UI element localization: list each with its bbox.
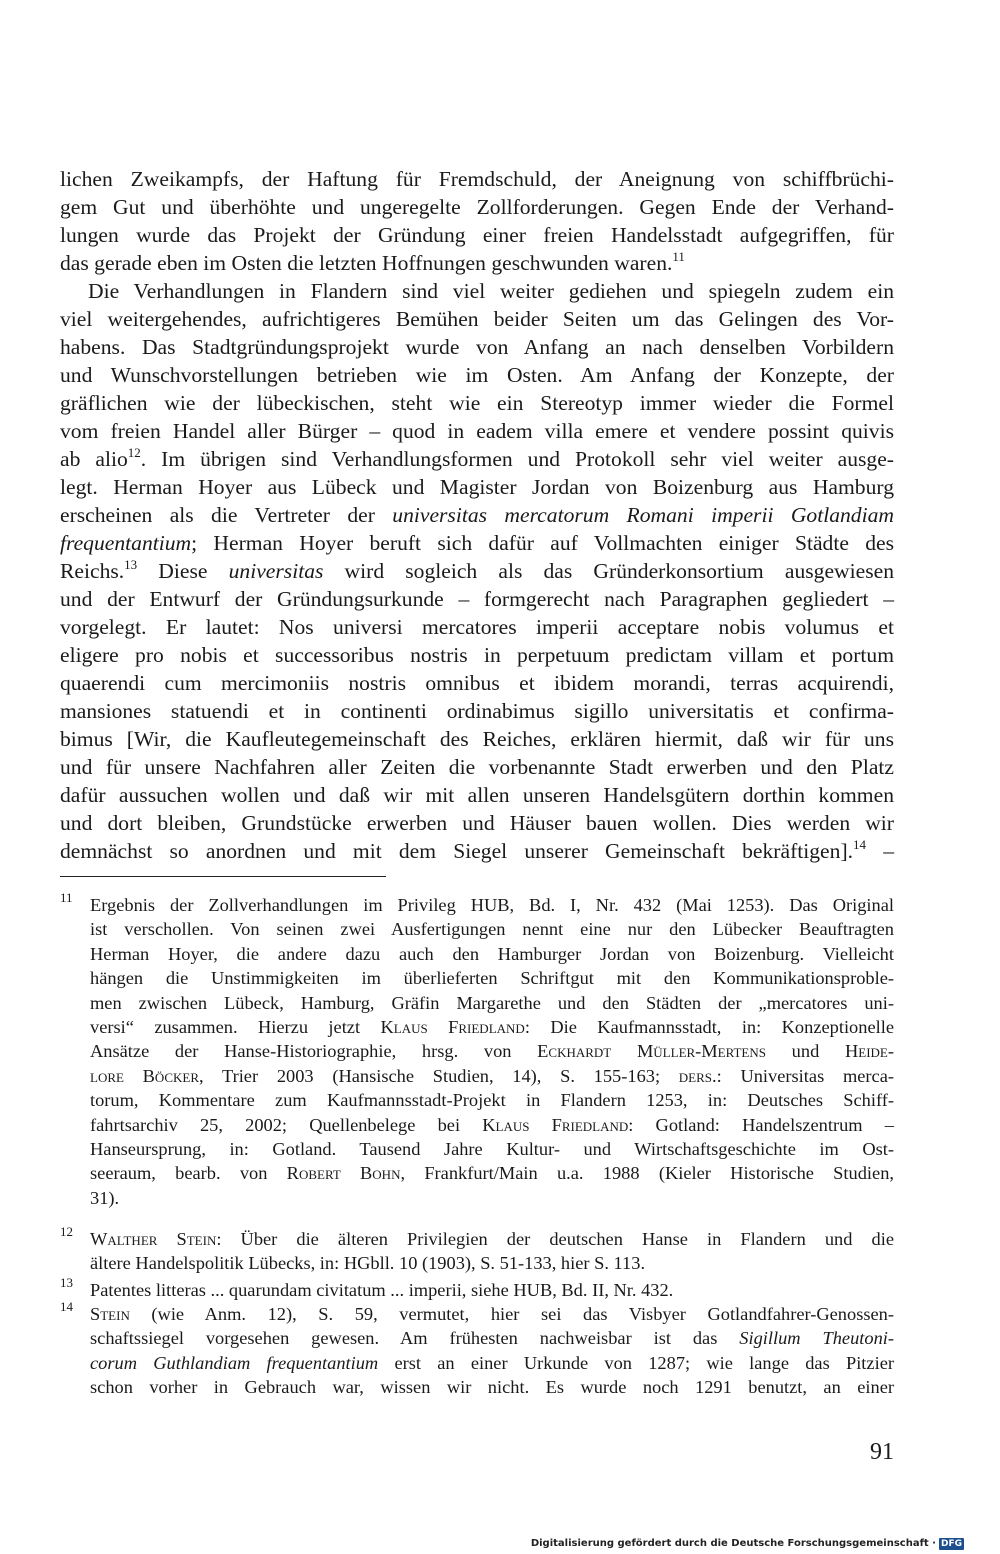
- text-segment: ab alio: [60, 447, 128, 471]
- text-segment: das gerade eben im Osten die letzten Hoffnungen geschwunden waren.: [60, 251, 673, 275]
- footnote-line: [90, 1351, 894, 1375]
- text-segment: und der Entwurf der Gründungsurkunde – formgerecht nach Paragraphen gegliedert –: [60, 587, 894, 611]
- body-line: [60, 249, 894, 277]
- body-line: [60, 333, 894, 361]
- body-line: [60, 613, 894, 641]
- text-segment: : Die Kaufmannsstadt, in: Konzeptionelle: [524, 1017, 894, 1037]
- text-segment: : Universitas merca-: [716, 1065, 894, 1086]
- text-segment: erst an einer Urkunde von 1287; wie lange das Pitzier: [378, 1352, 894, 1373]
- text-segment: gem Gut und überhöhte und ungeregelte Zollforderungen. Gegen Ende der Verhand-: [60, 195, 894, 219]
- text-segment: Heide-: [844, 1041, 894, 1062]
- text-segment: und dort bleiben, Grundstücke erwerben und Häuser bauen wollen. Dies werden wir: [60, 811, 894, 835]
- text-segment: : Über die älteren Privilegien der deutschen Hanse in Flandern und die: [216, 1229, 894, 1249]
- body-line: [88, 277, 894, 305]
- body-line: [60, 221, 894, 249]
- text-segment: eligere pro nobis et successoribus nostris in perpetuum predictam villam et portum: [60, 643, 894, 667]
- text-segment: Stein: [90, 1304, 130, 1324]
- text-segment: frequentantium: [60, 531, 192, 555]
- footnote-line: [90, 1186, 894, 1210]
- text-segment: wird sogleich als das Gründerkonsortium ausgewiesen: [323, 559, 894, 583]
- footnote-line: [90, 1278, 894, 1302]
- text-segment: vorgelegt. Er lautet: Nos universi mercatores imperii acceptare nobis volumus et: [60, 615, 894, 639]
- text-segment: Eckhardt Müller-Mertens: [537, 1041, 766, 1062]
- dfg-logo: DFG: [940, 1539, 962, 1549]
- footnote-number: 12: [60, 1224, 73, 1239]
- text-segment: Robert Bohn: [286, 1163, 401, 1184]
- text-segment: gräflichen wie der lübeckischen, steht wie ein Stereotyp immer wieder die Formel: [60, 391, 894, 415]
- footnote-line: [90, 991, 894, 1015]
- text-segment: Walther Stein: [90, 1229, 217, 1249]
- footnote-line: [90, 1302, 894, 1326]
- credit-text: Digitalisierung gefördert durch die Deutsche Forschungsgemeinschaft ·: [530, 1538, 936, 1549]
- footnote-ref: 14: [853, 837, 867, 852]
- footnote-line: [90, 1161, 894, 1185]
- footnote-number: 14: [60, 1299, 73, 1314]
- text-segment: Hanseursprung, in: Gotland. Tausend Jahre Kultur- und Wirtschaftsgeschichte im Ost-: [90, 1139, 894, 1159]
- body-line: [60, 725, 894, 753]
- footnote-ref: 12: [127, 445, 141, 460]
- text-segment: erscheinen als die Vertreter der: [60, 503, 393, 527]
- body-line: [60, 557, 894, 585]
- text-segment: Klaus Friedland: [380, 1017, 525, 1037]
- text-segment: universitas: [228, 559, 324, 583]
- text-segment: Die Verhandlungen in Flandern sind viel weiter gediehen und spiegeln zudem ein: [88, 279, 894, 303]
- text-segment: ältere Handelspolitik Lübecks, in: HGbll. 10 (1903), S. 51-133, hier S. 113.: [90, 1253, 646, 1274]
- footnote-line: [90, 917, 894, 941]
- text-segment: hängen die Unstimmigkeiten im überlieferten Schriftgut mit den Kommunikationsproble-: [90, 968, 894, 989]
- text-segment: vom freien Handel aller Bürger – quod in eadem villa emere et vendere possint quivis: [60, 419, 894, 443]
- text-segment: –: [866, 839, 895, 863]
- text-segment: : Gotland: Handelszentrum –: [628, 1114, 894, 1135]
- text-segment: legt. Herman Hoyer aus Lübeck und Magister Jordan von Boizenburg aus Hamburg: [60, 475, 894, 499]
- footnote-line: [90, 1064, 894, 1088]
- footnote-ref: 11: [672, 249, 685, 264]
- text-segment: schaftssiegel vorgesehen gewesen. Am frühesten nachweisbar ist das: [90, 1328, 740, 1349]
- body-line: [60, 193, 894, 221]
- body-line: [60, 473, 894, 501]
- footnote-line: [90, 966, 894, 990]
- body-line: [60, 165, 894, 193]
- text-segment: torum, Kommentare zum Kaufmannsstadt-Projekt in Flandern 1253, in: Deutsches Schiff-: [90, 1090, 894, 1111]
- text-segment: bimus [Wir, die Kaufleutegemeinschaft des Reiches, erklären hiermit, daß wir für uns: [60, 727, 894, 751]
- page-number: 91: [870, 1439, 894, 1465]
- text-segment: lungen wurde das Projekt der Gründung einer freien Handelsstadt aufgegriffen, für: [60, 223, 894, 247]
- text-segment: . Im übrigen sind Verhandlungsformen und Protokoll sehr viel weiter ausge-: [140, 447, 894, 471]
- body-line: [60, 445, 894, 473]
- text-segment: und für unsere Nachfahren aller Zeiten die vorbenannte Stadt erwerben und den Platz: [60, 755, 894, 779]
- text-segment: Herman Hoyer, die andere dazu auch den Hamburger Jordan von Boizenburg. Vielleicht: [90, 943, 894, 964]
- text-segment: Reichs.: [60, 559, 125, 583]
- text-segment: und Wunschvorstellungen betrieben wie im Osten. Am Anfang der Konzepte, der: [60, 363, 894, 387]
- footnote-line: [90, 1251, 894, 1275]
- text-segment: Ansätze der Hanse-Historiographie, hrsg. von: [90, 1041, 538, 1062]
- text-segment: Klaus Friedland: [482, 1114, 629, 1135]
- body-line: [60, 389, 894, 417]
- footnote-number: 13: [60, 1275, 73, 1290]
- text-segment: und: [765, 1041, 845, 1062]
- footnote-line: [90, 1015, 894, 1039]
- text-segment: Sigillum Theutoni-: [739, 1328, 894, 1349]
- text-segment: corum Guthlandiam frequentantium: [90, 1352, 379, 1373]
- footnote-ref: 13: [124, 557, 138, 572]
- text-segment: schon vorher in Gebrauch war, wissen wir nicht. Es wurde noch 1291 benutzt, an einer: [90, 1377, 894, 1398]
- text-segment: Diese: [137, 559, 229, 583]
- body-line: [60, 781, 894, 809]
- text-segment: dafür aussuchen wollen und daß wir mit allen unseren Handelsgütern dorthin kommen: [60, 783, 894, 807]
- text-segment: viel weitergehendes, aufrichtigeres Bemühen beider Seiten um das Gelingen des Vor-: [60, 307, 894, 331]
- text-segment: quaerendi cum mercimoniis nostris omnibus et ibidem morandi, terras acquirendi,: [60, 671, 894, 695]
- body-line: [60, 501, 894, 529]
- text-segment: Ergebnis der Zollverhandlungen im Privileg HUB, Bd. I, Nr. 432 (Mai 1253). Das Original: [90, 895, 894, 915]
- text-segment: 31).: [90, 1187, 120, 1208]
- footnote-rule: [60, 876, 386, 877]
- digitization-credit: [531, 1538, 964, 1550]
- body-line: [60, 361, 894, 389]
- footnote-line: [90, 1039, 894, 1063]
- body-line: [60, 641, 894, 669]
- text-segment: versi“ zusammen. Hierzu jetzt: [90, 1017, 381, 1037]
- body-line: [60, 669, 894, 697]
- footnote-line: [90, 942, 894, 966]
- footnote-line: [90, 1326, 894, 1350]
- text-segment: habens. Das Stadtgründungsprojekt wurde von Anfang an nach denselben Vorbildern: [60, 335, 894, 359]
- body-line: [60, 837, 894, 865]
- body-line: [60, 529, 894, 557]
- footnote-number: 11: [60, 890, 73, 905]
- footnote-line: [90, 1113, 894, 1137]
- body-line: [60, 753, 894, 781]
- text-segment: , Trier 2003 (Hansische Studien, 14), S. 155-163;: [199, 1065, 679, 1086]
- body-line: [60, 809, 894, 837]
- footnote-line: [90, 893, 894, 917]
- text-segment: lichen Zweikampfs, der Haftung für Fremdschuld, der Aneignung von schiffbrüchi-: [60, 167, 894, 191]
- text-segment: (wie Anm. 12), S. 59, vermutet, hier sei das Visbyer Gotlandfahrer-Genossen-: [129, 1304, 894, 1324]
- body-line: [60, 305, 894, 333]
- text-segment: universitas mercatorum Romani imperii Gotlandiam: [392, 503, 894, 527]
- text-segment: fahrtsarchiv 25, 2002; Quellenbelege bei: [90, 1114, 483, 1135]
- text-segment: Patentes litteras ... quarundam civitatum ... imperii, siehe HUB, Bd. II, Nr. 432.: [90, 1280, 674, 1300]
- text-segment: mansiones statuendi et in continenti ordinabimus sigillo universitatis et confirma-: [60, 699, 894, 723]
- footnote-line: [90, 1137, 894, 1161]
- footnote-line: [90, 1227, 894, 1251]
- text-segment: ders.: [678, 1065, 717, 1086]
- body-line: [60, 697, 894, 725]
- text-segment: men zwischen Lübeck, Hamburg, Gräfin Margarethe und den Städten der „mercatores uni-: [90, 992, 894, 1013]
- footnote-line: [90, 1375, 894, 1399]
- footnote-line: [90, 1088, 894, 1112]
- text-segment: ; Herman Hoyer beruft sich dafür auf Vollmachten einiger Städte des: [191, 531, 894, 555]
- text-segment: ist verschollen. Von seinen zwei Ausfertigungen nennt eine nur den Lübecker Beauftragten: [90, 919, 894, 940]
- text-segment: lore Böcker: [90, 1065, 199, 1086]
- text-segment: seeraum, bearb. von: [90, 1163, 287, 1184]
- body-line: [60, 417, 894, 445]
- text-segment: , Frankfurt/Main u.a. 1988 (Kieler Historische Studien,: [400, 1163, 894, 1184]
- body-line: [60, 585, 894, 613]
- text-segment: demnächst so anordnen und mit dem Siegel unserer Gemeinschaft bekräftigen].: [60, 839, 854, 863]
